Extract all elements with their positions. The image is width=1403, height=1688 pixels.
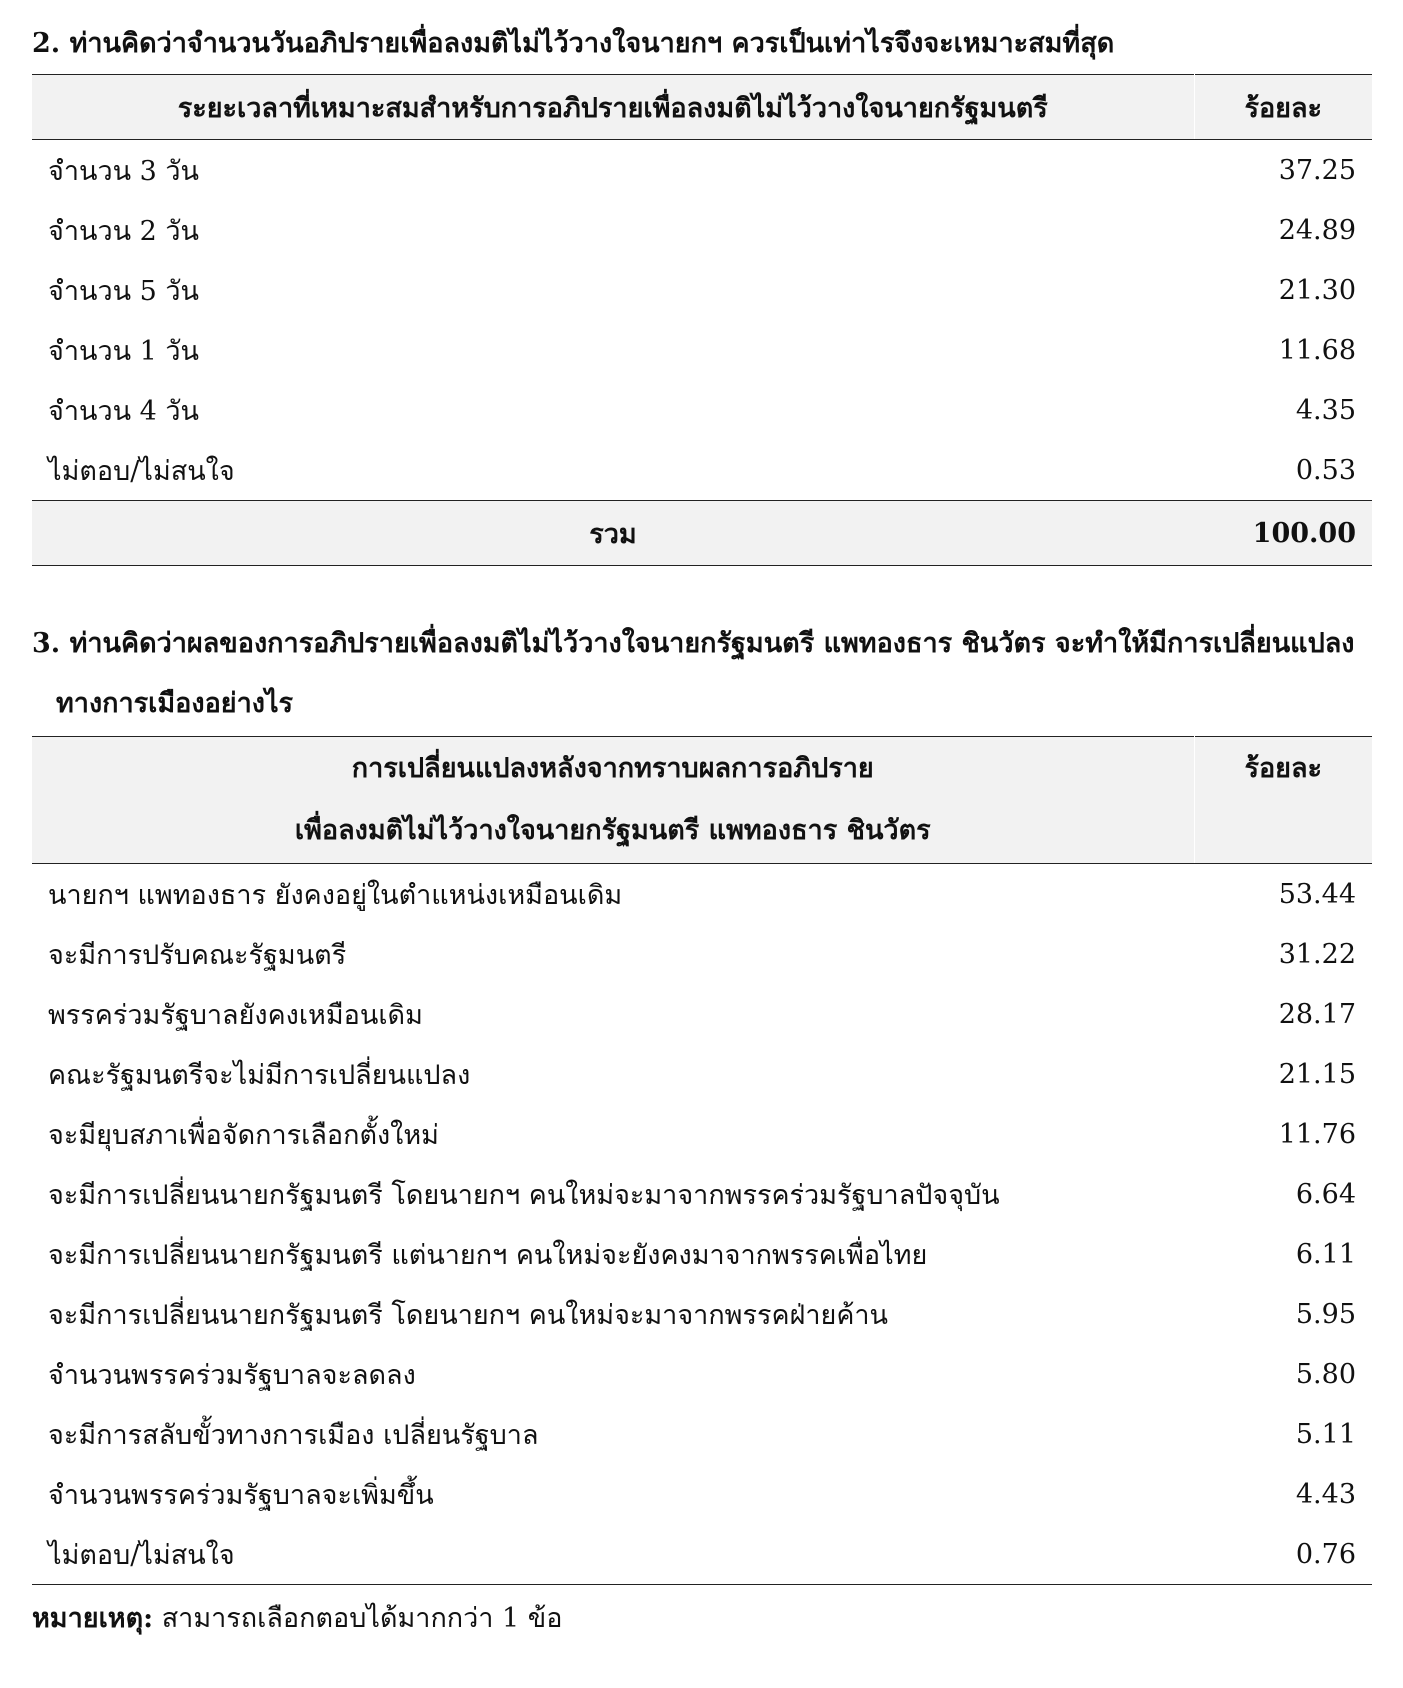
table-row xyxy=(32,864,1372,925)
table-row xyxy=(32,260,1372,320)
row-label: ไม่ตอบ/ไม่สนใจ xyxy=(32,1524,1194,1585)
table-row xyxy=(32,1044,1372,1104)
row-percent: 0.53 xyxy=(1295,454,1356,486)
row-percent: 11.68 xyxy=(1278,334,1356,366)
table-row xyxy=(32,1164,1372,1224)
table-row xyxy=(32,1464,1372,1524)
table-row xyxy=(32,200,1372,260)
row-label: จำนวนพรรคร่วมรัฐบาลจะลดลง xyxy=(48,1359,416,1391)
footnote-label: หมายเหตุ: xyxy=(32,1603,154,1634)
table-row xyxy=(32,440,1372,501)
row-label: จะมีการเปลี่ยนนายกรัฐมนตรี แต่นายกฯ คนใหม่จะยังคงมาจากพรรคเพื่อไทย xyxy=(48,1239,928,1271)
row-label: จำนวนพรรคร่วมรัฐบาลจะเพิ่มขึ้น xyxy=(48,1479,434,1511)
row-label: จะมียุบสภาเพื่อจัดการเลือกตั้งใหม่ xyxy=(48,1119,439,1151)
row-percent: 6.64 xyxy=(1295,1178,1356,1210)
row-label: จำนวน 2 วัน xyxy=(48,215,200,247)
q2-total-row xyxy=(32,501,1372,566)
table-row xyxy=(32,1104,1372,1164)
survey-page xyxy=(32,0,1372,1649)
row-percent: 6.11 xyxy=(1295,1238,1356,1270)
row-percent: 4.35 xyxy=(1295,394,1356,426)
q3-header-row xyxy=(32,737,1372,864)
row-percent: 21.30 xyxy=(1278,274,1356,306)
q2-table xyxy=(32,74,1372,566)
q3-header-label-line1: การเปลี่ยนแปลงหลังจากทราบผลการอภิปราย xyxy=(351,753,874,784)
q2-header-row xyxy=(32,75,1372,140)
row-label: จะมีการเปลี่ยนนายกรัฐมนตรี โดยนายกฯ คนใหม่จะมาจากพรรคฝ่ายค้าน xyxy=(48,1299,889,1331)
table-row xyxy=(32,924,1372,984)
q3-rows xyxy=(32,864,1372,1585)
row-label: คณะรัฐมนตรีจะไม่มีการเปลี่ยนแปลง xyxy=(48,1059,471,1091)
table-row xyxy=(32,1344,1372,1404)
q2-total-label: รวม xyxy=(32,501,1194,566)
table-row xyxy=(32,1224,1372,1284)
row-percent: 11.76 xyxy=(1278,1118,1356,1150)
row-percent: 24.89 xyxy=(1278,214,1356,246)
table-row xyxy=(32,380,1372,440)
q3-question-line2: ทางการเมืองอย่างไร xyxy=(56,688,294,719)
q2-header-percent: ร้อยละ xyxy=(1194,75,1372,140)
footnote-text: สามารถเลือกตอบได้มากกว่า 1 ข้อ xyxy=(153,1603,563,1634)
q2-question: 2. ท่านคิดว่าจำนวนวันอภิปรายเพื่อลงมติไม่ไว้วางใจนายกฯ ควรเป็นเท่าไรจึงจะเหมาะสมที่สุด xyxy=(32,28,1115,59)
row-label: จะมีการเปลี่ยนนายกรัฐมนตรี โดยนายกฯ คนใหม่จะมาจากพรรคร่วมรัฐบาลปัจจุบัน xyxy=(48,1179,1000,1211)
q3-question xyxy=(32,614,1372,734)
q3-question-line1: 3. ท่านคิดว่าผลของการอภิปรายเพื่อลงมติไม่ไว้วางใจนายกรัฐมนตรี แพทองธาร ชินวัตร จะทำให้มีการเปลี่ยนแปลง xyxy=(32,628,1355,659)
q3-table xyxy=(32,736,1372,1585)
row-percent: 0.76 xyxy=(1194,1524,1372,1585)
row-label: ไม่ตอบ/ไม่สนใจ xyxy=(48,455,235,487)
q3-header-label-line2: เพื่อลงมติไม่ไว้วางใจนายกรัฐมนตรี แพทองธาร ชินวัตร xyxy=(294,815,931,846)
q2-rows xyxy=(32,140,1372,501)
table-row xyxy=(32,140,1372,201)
row-label: จำนวน 1 วัน xyxy=(48,335,200,367)
q3-header-percent xyxy=(1194,737,1372,864)
q3-header-percent-text: ร้อยละ xyxy=(1244,753,1323,784)
row-percent: 21.15 xyxy=(1278,1058,1356,1090)
table-row xyxy=(32,320,1372,380)
row-label: นายกฯ แพทองธาร ยังคงอยู่ในตำแหน่งเหมือนเดิม xyxy=(48,879,623,911)
row-label: จะมีการปรับคณะรัฐมนตรี xyxy=(48,939,347,971)
q3-header-label xyxy=(32,737,1194,864)
row-percent: 53.44 xyxy=(1278,878,1356,910)
table-row xyxy=(32,984,1372,1044)
q2-header-label: ระยะเวลาที่เหมาะสมสำหรับการอภิปรายเพื่อลงมติไม่ไว้วางใจนายกรัฐมนตรี xyxy=(32,75,1194,140)
row-label: จำนวน 3 วัน xyxy=(48,155,200,187)
row-percent: 28.17 xyxy=(1278,998,1356,1030)
footnote xyxy=(32,1589,1372,1649)
row-label: จำนวน 5 วัน xyxy=(48,275,200,307)
row-percent: 5.80 xyxy=(1295,1358,1356,1390)
row-percent: 5.11 xyxy=(1295,1418,1356,1450)
row-label: จะมีการสลับขั้วทางการเมือง เปลี่ยนรัฐบาล xyxy=(48,1419,539,1451)
row-percent: 4.43 xyxy=(1295,1478,1356,1510)
table-row xyxy=(32,1524,1372,1585)
row-label: พรรคร่วมรัฐบาลยังคงเหมือนเดิม xyxy=(48,999,423,1031)
row-percent: 37.25 xyxy=(1278,154,1356,186)
row-label: จำนวน 4 วัน xyxy=(48,395,200,427)
table-row xyxy=(32,1284,1372,1344)
row-percent: 31.22 xyxy=(1278,938,1356,970)
q2-total-value: 100.00 xyxy=(1194,501,1372,566)
table-row xyxy=(32,1404,1372,1464)
row-percent: 5.95 xyxy=(1295,1298,1356,1330)
